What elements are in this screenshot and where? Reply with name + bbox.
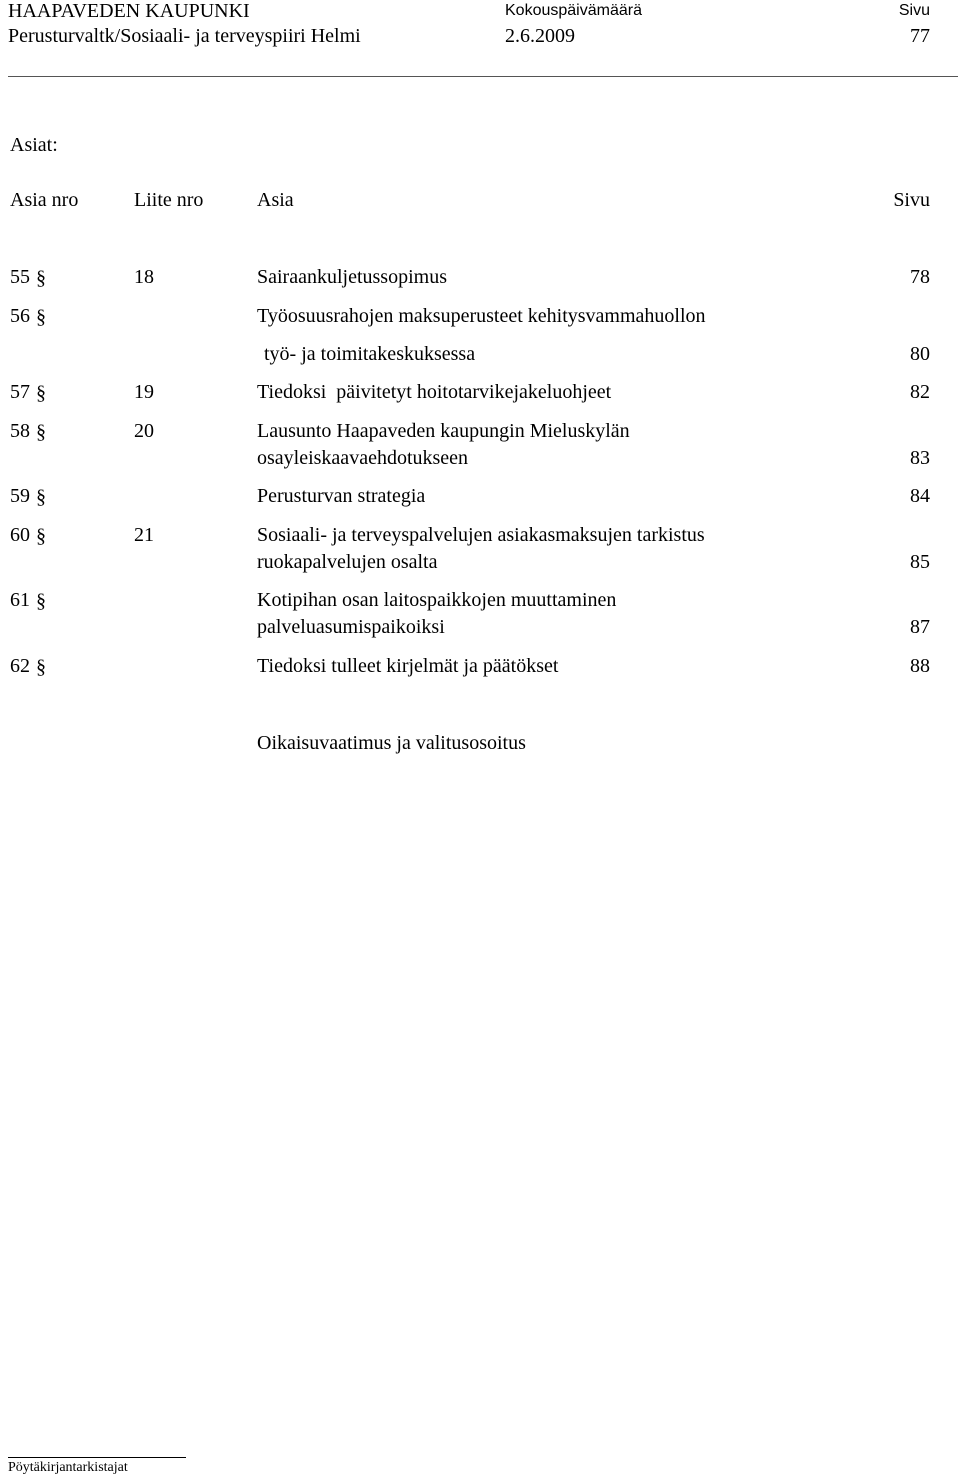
item-title-continued: työ- ja toimitakeskuksessa: [264, 343, 476, 365]
item-title: Tiedoksi tulleet kirjelmät ja päätökset: [257, 655, 559, 677]
item-title-continued: palveluasumispaikoiksi: [257, 616, 445, 638]
appeal-instructions: Oikaisuvaatimus ja valitusosoitus: [257, 732, 526, 754]
item-number: 62: [10, 655, 30, 677]
item-number: 57: [10, 381, 30, 403]
section-mark-icon: §: [36, 655, 46, 678]
organization-name: HAAPAVEDEN KAUPUNKI: [8, 0, 250, 22]
col-header-asia-nro: Asia nro: [10, 189, 79, 211]
section-mark-icon: §: [36, 589, 46, 612]
section-mark-icon: §: [36, 381, 46, 404]
item-number: 58: [10, 420, 30, 442]
item-page: 85: [910, 551, 930, 573]
table-row: [10, 589, 46, 613]
section-mark-icon: §: [36, 420, 46, 443]
col-header-asia: Asia: [257, 189, 294, 211]
item-title: Sairaankuljetussopimus: [257, 266, 447, 288]
item-page: 88: [910, 655, 930, 677]
attachment-number: 20: [134, 420, 154, 442]
table-row: [10, 420, 46, 444]
item-page: 84: [910, 485, 930, 507]
section-mark-icon: §: [36, 524, 46, 547]
item-title: Kotipihan osan laitospaikkojen muuttaminen: [257, 589, 617, 611]
page-number: 77: [910, 25, 930, 47]
section-mark-icon: §: [36, 266, 46, 289]
item-title: Tiedoksi päivitetyt hoitotarvikejakeluohjeet: [257, 381, 612, 403]
item-page: 87: [910, 616, 930, 638]
attachment-number: 21: [134, 524, 154, 546]
item-page: 83: [910, 447, 930, 469]
attachment-number: 19: [134, 381, 154, 403]
committee-name: Perusturvaltk/Sosiaali- ja terveyspiiri Helmi: [8, 25, 361, 47]
signature-line: [8, 1457, 186, 1458]
table-row: [10, 655, 46, 679]
minutes-reviewers-label: Pöytäkirjantarkistajat: [8, 1460, 128, 1475]
col-header-liite-nro: Liite nro: [134, 189, 204, 211]
item-title: Perusturvan strategia: [257, 485, 426, 507]
item-number: 60: [10, 524, 30, 546]
attachment-number: 18: [134, 266, 154, 288]
item-title: Työosuusrahojen maksuperusteet kehitysvammahuollon: [257, 305, 706, 327]
meeting-date-label: Kokouspäivämäärä: [505, 2, 642, 19]
page-label: Sivu: [898, 2, 930, 19]
item-number: 61: [10, 589, 30, 611]
item-page: 82: [910, 381, 930, 403]
item-page: 78: [910, 266, 930, 288]
item-number: 56: [10, 305, 30, 327]
table-row: [10, 485, 46, 509]
item-number: 59: [10, 485, 30, 507]
table-row: [10, 381, 46, 405]
item-title: Sosiaali- ja terveyspalvelujen asiakasmaksujen tarkistus: [257, 524, 705, 546]
section-title: Asiat:: [10, 134, 58, 156]
meeting-date: 2.6.2009: [505, 25, 575, 47]
table-row: [10, 524, 46, 548]
item-title-continued: ruokapalvelujen osalta: [257, 551, 438, 573]
table-row: [10, 266, 46, 290]
item-page: 80: [910, 343, 930, 365]
section-mark-icon: §: [36, 305, 46, 328]
section-mark-icon: §: [36, 485, 46, 508]
item-number: 55: [10, 266, 30, 288]
header-divider: [8, 76, 958, 77]
item-title: Lausunto Haapaveden kaupungin Mieluskylän: [257, 420, 630, 442]
col-header-sivu: Sivu: [893, 189, 930, 211]
table-row: [10, 305, 46, 329]
item-title-continued: osayleiskaavaehdotukseen: [257, 447, 469, 469]
